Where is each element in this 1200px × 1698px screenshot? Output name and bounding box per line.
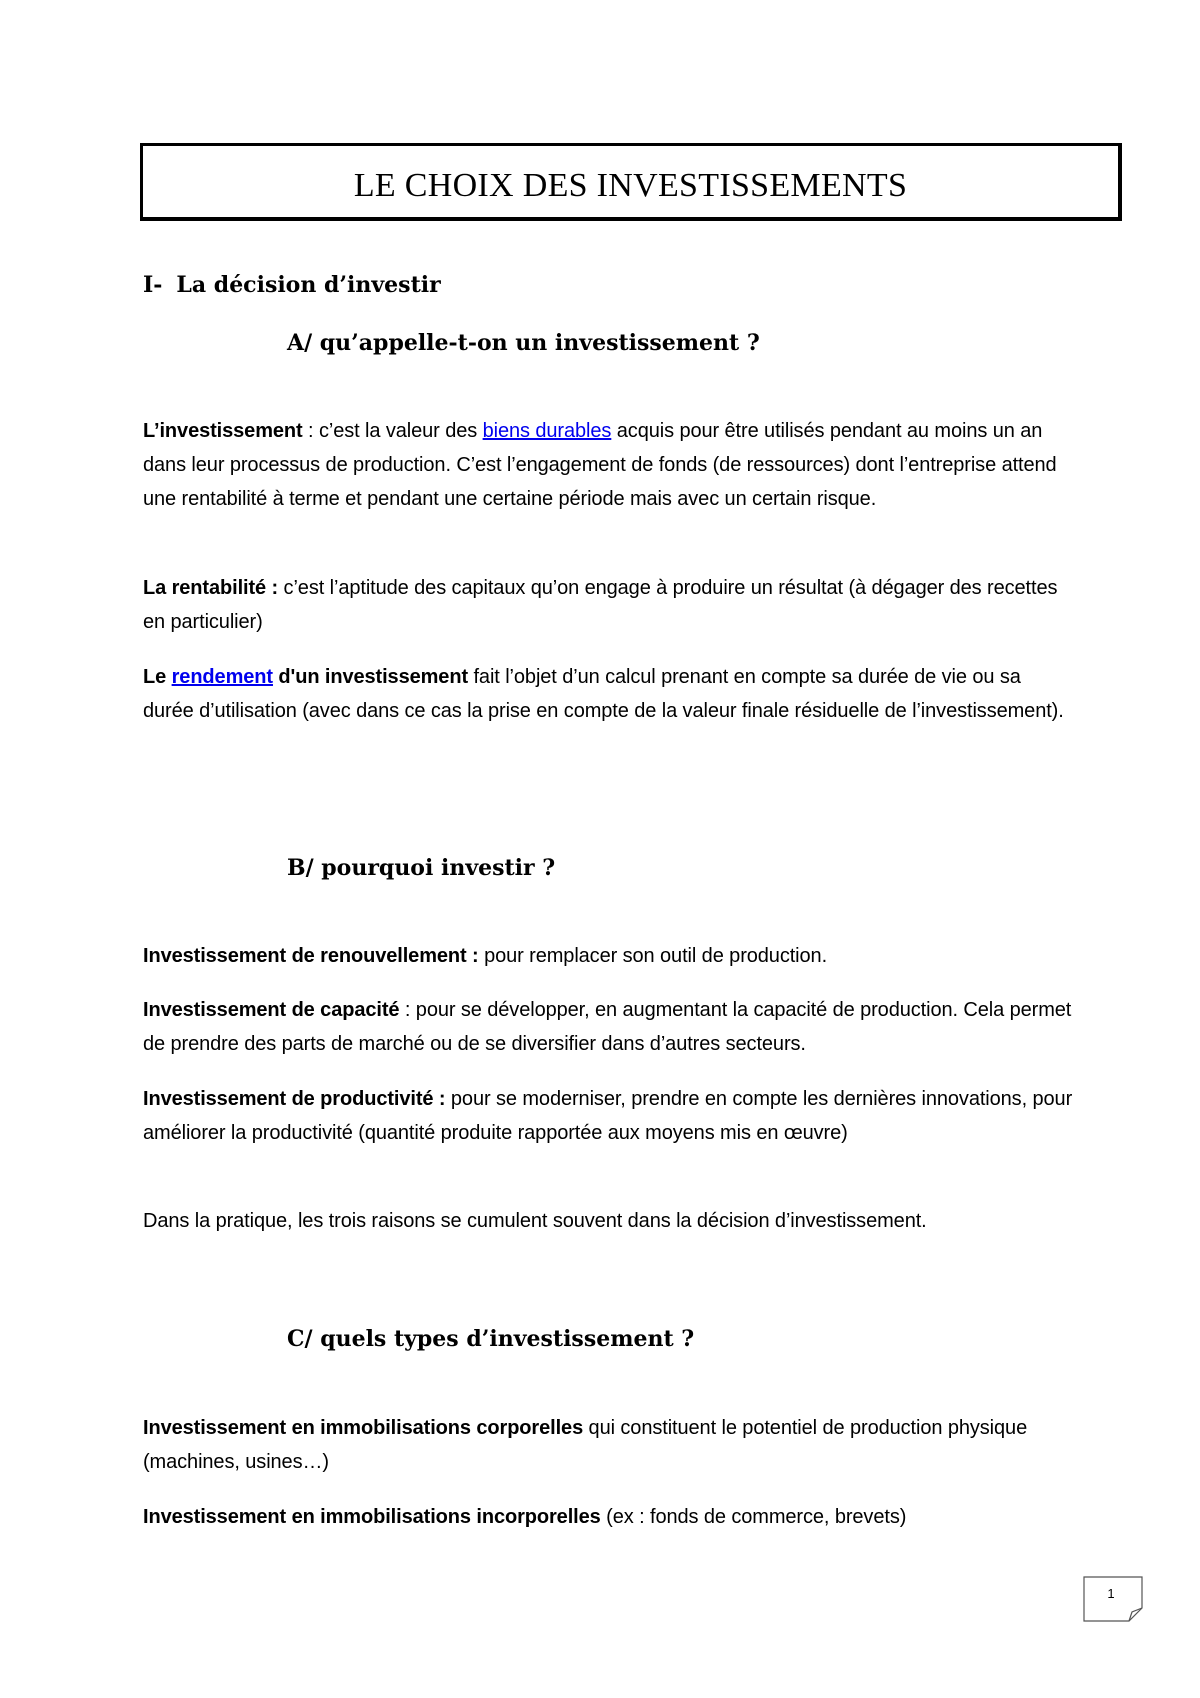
term-incorporelles: Investissement en immobilisations incorporelles bbox=[143, 1506, 601, 1528]
subheading-c: C/ quels types d’investissement ? bbox=[287, 1326, 695, 1352]
section-title: La décision d’investir bbox=[176, 272, 441, 298]
link-rendement[interactable]: rendement bbox=[171, 666, 273, 688]
term-productivite: Investissement de productivité : bbox=[143, 1088, 446, 1110]
section-heading-1 bbox=[143, 272, 441, 298]
title-box bbox=[140, 143, 1122, 221]
link-biens-durables[interactable]: biens durables bbox=[482, 420, 612, 442]
term-renouvellement: Investissement de renouvellement : bbox=[143, 945, 479, 967]
subheading-a: A/ qu’appelle-t-on un investissement ? bbox=[287, 330, 760, 356]
paragraph-productivite: Investissement de productivité : pour se moderniser, prendre en compte les dernières innovations, pour améliorer la productivité (quantité produite rapportée aux moyens mis en œuvre) bbox=[143, 1088, 1073, 1144]
page-number: 1 bbox=[1107, 1586, 1115, 1601]
term-capacite: Investissement de capacité bbox=[143, 999, 400, 1021]
paragraph-corporelles: Investissement en immobilisations corporelles qui constituent le potentiel de production physique (machines, usines…) bbox=[143, 1417, 1028, 1473]
paragraph-investissement: L’investissement : c’est la valeur des biens durables acquis pour être utilisés pendant au moins un an dans leur processus de production. C’est l’engagement de fonds (de ressources) dont l’entreprise attend une rentabilité à terme et pendant une certaine période mais avec un certain risque. bbox=[143, 420, 1057, 510]
paragraph-capacite: Investissement de capacité : pour se développer, en augmentant la capacité de production. Cela permet de prendre des parts de marché ou de se diversifier dans d’autres secteurs. bbox=[143, 999, 1072, 1055]
paragraph-incorporelles: Investissement en immobilisations incorporelles (ex : fonds de commerce, brevets) bbox=[143, 1506, 907, 1528]
paragraph-rendement: Le rendement d'un investissement fait l’objet d’un calcul prenant en compte sa durée de vie ou sa durée d’utilisation (avec dans ce cas la prise en compte de la valeur finale résiduelle de l’investissement). bbox=[143, 666, 1064, 722]
term-corporelles: Investissement en immobilisations corporelles bbox=[143, 1417, 584, 1439]
paragraph-rentabilite: La rentabilité : c’est l’aptitude des capitaux qu’on engage à produire un résultat (à dégager des recettes en particulier) bbox=[143, 577, 1058, 633]
term-rendement: d'un investissement bbox=[272, 666, 469, 688]
document-title: LE CHOIX DES INVESTISSEMENTS bbox=[353, 166, 908, 204]
paragraph-pratique: Dans la pratique, les trois raisons se cumulent souvent dans la décision d’investissement. bbox=[143, 1210, 927, 1232]
term-investissement: L’investissement bbox=[143, 420, 303, 442]
paragraph-renouvellement: Investissement de renouvellement : pour remplacer son outil de production. bbox=[143, 945, 828, 967]
section-number: I- bbox=[143, 272, 163, 298]
subheading-b: B/ pourquoi investir ? bbox=[287, 855, 556, 881]
term-rentabilite: La rentabilité : bbox=[143, 577, 279, 599]
